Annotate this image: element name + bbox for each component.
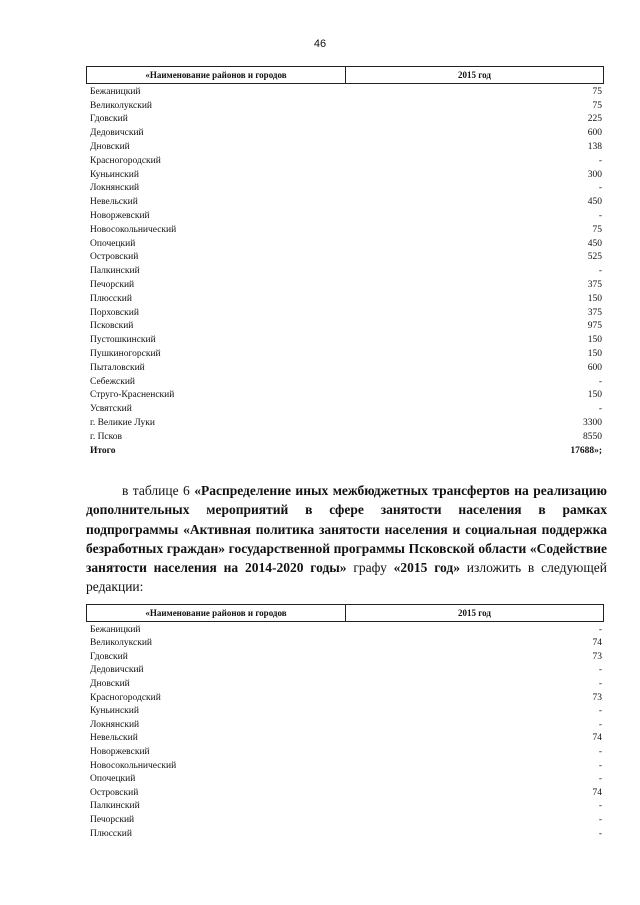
table-row	[86, 415, 604, 429]
amount-value: 75	[592, 86, 602, 97]
table-row	[86, 277, 604, 291]
table-row	[86, 263, 604, 277]
table-row	[86, 112, 604, 126]
amount-value: 150	[587, 348, 602, 359]
table-row	[86, 332, 604, 346]
district-name: Пушкиногорский	[90, 348, 161, 359]
amount-value: 74	[592, 787, 602, 798]
district-name: Дновский	[90, 678, 130, 689]
district-name: Островский	[90, 252, 139, 263]
table-row	[86, 84, 604, 98]
table-row	[86, 153, 604, 167]
total-row	[86, 443, 604, 457]
district-name: Бежаницкий	[90, 624, 141, 635]
table-row	[86, 125, 604, 139]
table-row	[86, 305, 604, 319]
table-row	[86, 374, 604, 388]
amount-value: -	[598, 404, 602, 415]
amount-value: 600	[587, 362, 602, 373]
table-row	[86, 744, 604, 758]
amount-value: 300	[587, 169, 602, 180]
district-name: Красногородский	[90, 692, 161, 703]
total-label: Итого	[90, 445, 116, 456]
table-row	[86, 636, 604, 650]
table-row	[86, 704, 604, 718]
amount-value: -	[598, 155, 602, 166]
district-name: Печорский	[90, 814, 135, 825]
amount-value: -	[598, 814, 602, 825]
table-row	[86, 429, 604, 443]
table-row	[86, 98, 604, 112]
table-row	[86, 799, 604, 813]
table-body	[86, 84, 604, 443]
table-row	[86, 401, 604, 415]
district-name: Псковский	[90, 321, 134, 332]
table-row	[86, 208, 604, 222]
district-name: Порховский	[90, 307, 139, 318]
district-name: Новосокольнический	[90, 760, 177, 771]
amount-value: 225	[587, 114, 602, 125]
amount-value: -	[598, 678, 602, 689]
column-header-name: «Наименование районов и городов	[87, 605, 346, 621]
table-row	[86, 167, 604, 181]
district-name: Пыталовский	[90, 362, 145, 373]
table-title: «Распределение иных межбюджетных трансфертов на реализацию дополнительных мероприятий в сфере занятости населения в рамках подпрограммы «Активная политика занятости населения и социальная поддержка безработных граждан» государственной программы Псковской области «Содействие занятости населения на 2014-2020 годы»	[86, 483, 607, 576]
table-row	[86, 676, 604, 690]
table-header	[86, 604, 604, 622]
amount-value: -	[598, 266, 602, 277]
amount-value: 138	[587, 141, 602, 152]
amount-value: -	[598, 760, 602, 771]
amount-value: -	[598, 719, 602, 730]
amount-value: 74	[592, 733, 602, 744]
district-name: Локнянский	[90, 183, 140, 194]
amount-value: 73	[592, 692, 602, 703]
amount-value: -	[598, 665, 602, 676]
table-row	[86, 649, 604, 663]
amount-value: 150	[587, 293, 602, 304]
district-name: Новосокольнический	[90, 224, 177, 235]
district-name: Невельский	[90, 733, 138, 744]
paragraph-text: графу	[346, 560, 394, 576]
paragraph-text: в таблице 6	[122, 483, 195, 498]
table-row	[86, 731, 604, 745]
district-name: Печорский	[90, 279, 135, 290]
amount-value: 8550	[583, 431, 602, 442]
table-row	[86, 690, 604, 704]
amount-value: 375	[587, 307, 602, 318]
district-name: Себежский	[90, 376, 135, 387]
amount-value: 75	[592, 224, 602, 235]
amount-value: -	[598, 746, 602, 757]
table-row	[86, 772, 604, 786]
amount-value: 450	[587, 238, 602, 249]
table-row	[86, 717, 604, 731]
amount-value: 74	[592, 638, 602, 649]
table-row	[86, 346, 604, 360]
table-row	[86, 194, 604, 208]
district-name: Опочецкий	[90, 238, 136, 249]
district-name: Опочецкий	[90, 774, 136, 785]
amount-value: -	[598, 706, 602, 717]
district-name: Усвятский	[90, 404, 132, 415]
amount-value: -	[598, 624, 602, 635]
amount-value: 975	[587, 321, 602, 332]
table-row	[86, 250, 604, 264]
district-name: Островский	[90, 787, 139, 798]
table-row	[86, 360, 604, 374]
paragraph-text: изложить в следующей редакции:	[86, 560, 607, 595]
table-row	[86, 139, 604, 153]
district-name: Дедовичский	[90, 128, 144, 139]
district-name: Палкинский	[90, 801, 140, 812]
district-name: Плюсский	[90, 828, 132, 839]
table-row	[86, 291, 604, 305]
table-row	[86, 222, 604, 236]
amount-value: 375	[587, 279, 602, 290]
amount-value: 525	[587, 252, 602, 263]
column-reference: «2015 год»	[393, 560, 460, 576]
amendment-paragraph	[86, 481, 607, 597]
district-name: Палкинский	[90, 266, 140, 277]
amount-value: -	[598, 801, 602, 812]
table-row	[86, 812, 604, 826]
allocation-table-1	[86, 66, 604, 457]
allocation-table-2	[86, 604, 604, 840]
table-row	[86, 181, 604, 195]
column-header-name: «Наименование районов и городов	[87, 67, 346, 83]
table-row	[86, 758, 604, 772]
amount-value: 600	[587, 128, 602, 139]
column-header-year: 2015 год	[458, 608, 491, 618]
district-name: Невельский	[90, 197, 138, 208]
table-row	[86, 319, 604, 333]
district-name: Дедовичский	[90, 665, 144, 676]
district-name: Великолукский	[90, 638, 153, 649]
district-name: г. Великие Луки	[90, 417, 155, 428]
table-row	[86, 826, 604, 840]
district-name: Струго-Красненский	[90, 390, 175, 401]
district-name: г. Псков	[90, 431, 123, 442]
district-name: Новоржевский	[90, 746, 150, 757]
total-value: 17688»;	[570, 445, 602, 456]
amount-value: -	[598, 828, 602, 839]
district-name: Бежаницкий	[90, 86, 141, 97]
table-row	[86, 236, 604, 250]
district-name: Локнянский	[90, 719, 140, 730]
table-row	[86, 663, 604, 677]
district-name: Гдовский	[90, 651, 128, 662]
district-name: Новоржевский	[90, 210, 150, 221]
table-row	[86, 388, 604, 402]
district-name: Красногородский	[90, 155, 161, 166]
table-row	[86, 785, 604, 799]
table-body	[86, 622, 604, 840]
amount-value: 75	[592, 100, 602, 111]
district-name: Великолукский	[90, 100, 153, 111]
district-name: Гдовский	[90, 114, 128, 125]
table-row	[86, 622, 604, 636]
district-name: Куньинский	[90, 169, 139, 180]
amount-value: -	[598, 183, 602, 194]
amount-value: 150	[587, 390, 602, 401]
page-number: 46	[313, 38, 327, 50]
amount-value: -	[598, 376, 602, 387]
amount-value: 150	[587, 335, 602, 346]
table-header	[86, 66, 604, 84]
amount-value: 73	[592, 651, 602, 662]
amount-value: 3300	[583, 417, 602, 428]
district-name: Куньинский	[90, 706, 139, 717]
district-name: Плюсский	[90, 293, 132, 304]
amount-value: -	[598, 210, 602, 221]
district-name: Пустошкинский	[90, 335, 156, 346]
amount-value: 450	[587, 197, 602, 208]
amount-value: -	[598, 774, 602, 785]
column-header-year: 2015 год	[458, 70, 491, 80]
district-name: Дновский	[90, 141, 130, 152]
